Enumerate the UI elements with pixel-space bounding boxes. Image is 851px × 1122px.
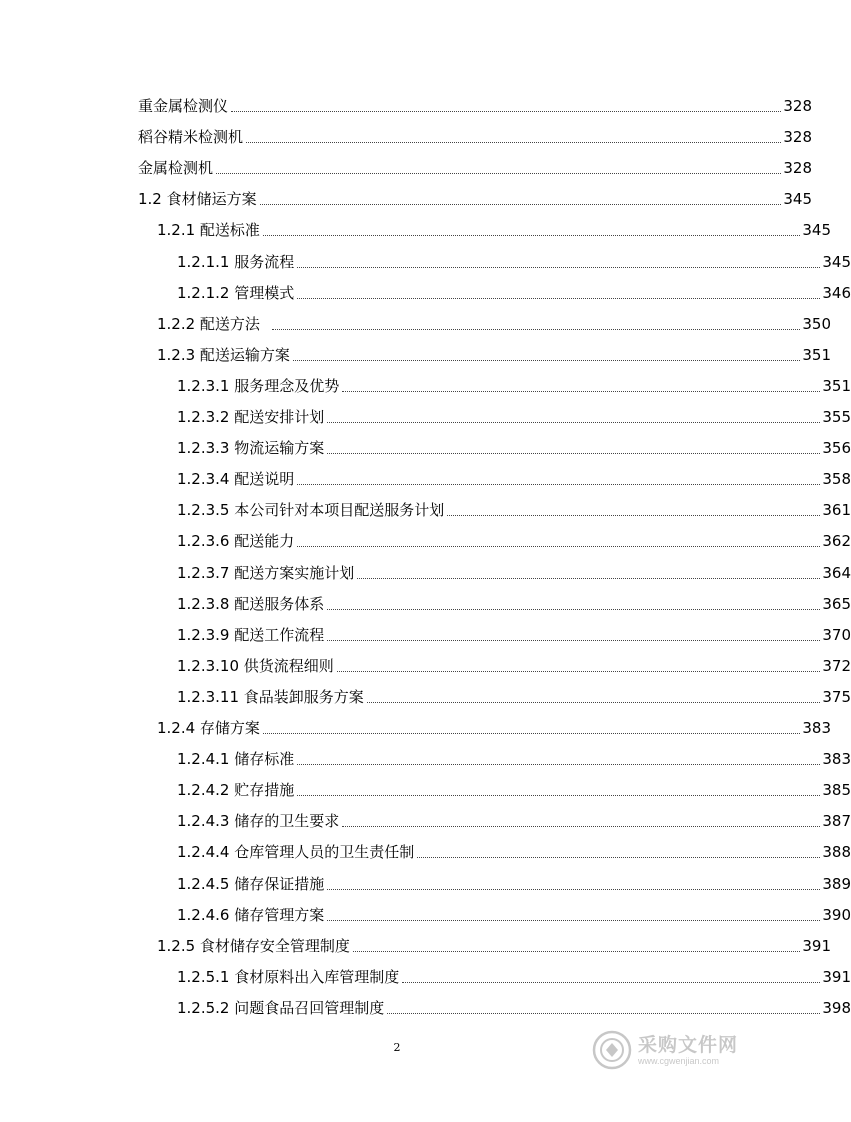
toc-entry-page: 391 (802, 936, 831, 955)
toc-entry-page: 391 (822, 967, 851, 986)
toc-entry-title: 1.2.4.5 储存保证措施 (177, 874, 325, 893)
toc-leader-dots (216, 173, 781, 174)
toc-entry[interactable] (0, 252, 851, 272)
toc-entry-page: 398 (822, 998, 851, 1017)
toc-entry-title: 1.2 食材储运方案 (138, 190, 257, 209)
toc-entry-title: 1.2.1 配送标准 (157, 221, 260, 240)
toc-entry[interactable] (0, 283, 851, 303)
toc-leader-dots (327, 609, 820, 610)
toc-entry-page: 388 (822, 843, 851, 862)
toc-entry-title: 金属检测机 (138, 159, 214, 178)
toc-entry-title: 1.2.3.2 配送安排计划 (177, 408, 325, 426)
toc-entry-page: 372 (822, 656, 851, 675)
toc-entry[interactable] (0, 469, 851, 489)
toc-entry-page: 328 (783, 159, 812, 178)
toc-entry[interactable] (0, 594, 851, 614)
toc-leader-dots (387, 1013, 820, 1014)
toc-leader-dots (297, 298, 820, 299)
toc-entry-title: 重金属检测仪 (138, 97, 229, 115)
toc-leader-dots (260, 204, 782, 205)
toc-entry-page: 358 (822, 470, 851, 489)
watermark (592, 1026, 752, 1074)
toc-leader-dots (246, 142, 781, 143)
toc-entry[interactable] (0, 376, 851, 396)
toc-leader-dots (357, 578, 820, 579)
toc-leader-dots (327, 889, 820, 890)
toc-entry-title: 1.2.5 食材储存安全管理制度 (157, 936, 350, 955)
toc-entry[interactable] (0, 438, 851, 458)
toc-entry[interactable] (0, 780, 851, 800)
toc-entry-page: 356 (822, 439, 851, 458)
toc-leader-dots (263, 733, 800, 734)
toc-entry-title: 1.2.4.3 储存的卫生要求 (177, 812, 340, 831)
toc-entry-title: 1.2.3.9 配送工作流程 (177, 625, 325, 644)
toc-entry[interactable] (0, 158, 812, 178)
toc-leader-dots (327, 422, 820, 423)
toc-entry[interactable] (0, 625, 851, 645)
toc-entry[interactable] (0, 998, 851, 1018)
toc-entry[interactable] (0, 687, 851, 707)
toc-entry-title: 1.2.3.4 配送说明 (177, 470, 295, 489)
toc-entry-page: 351 (822, 376, 851, 395)
toc-entry-title: 1.2.3.11 食品装卸服务方案 (177, 687, 364, 706)
toc-entry-title: 1.2.4 存储方案 (157, 719, 260, 737)
toc-entry[interactable] (0, 96, 812, 116)
toc-entry-page: 346 (822, 283, 851, 302)
toc-entry-page: 350 (802, 314, 831, 333)
toc-entry-title: 1.2.3.3 物流运输方案 (177, 439, 325, 458)
toc-entry-page: 345 (783, 190, 812, 209)
toc-entry-title: 1.2.4.4 仓库管理人员的卫生责任制 (177, 843, 415, 862)
toc-leader-dots (231, 111, 781, 112)
toc-leader-dots (297, 484, 820, 485)
toc-leader-dots (297, 764, 820, 765)
toc-entry-page: 361 (822, 501, 851, 520)
toc-leader-dots (447, 515, 820, 516)
toc-entry[interactable] (0, 407, 851, 427)
toc-leader-dots (297, 795, 820, 796)
toc-entry-page: 328 (783, 128, 812, 147)
toc-entry-title: 1.2.5.2 问题食品召回管理制度 (177, 998, 385, 1017)
toc-entry[interactable] (0, 905, 851, 925)
toc-entry[interactable] (0, 718, 831, 738)
toc-leader-dots (327, 920, 820, 921)
toc-entry[interactable] (0, 345, 831, 365)
toc-entry-page: 383 (802, 719, 831, 737)
toc-leader-dots (417, 857, 820, 858)
toc-leader-dots (353, 951, 800, 952)
toc-entry-title: 1.2.3.6 配送能力 (177, 532, 295, 551)
toc-entry-page: 364 (822, 563, 851, 582)
toc-entry-title: 1.2.3.8 配送服务体系 (177, 594, 325, 613)
toc-entry-page: 328 (783, 97, 812, 115)
toc-leader-dots (263, 235, 800, 236)
toc-entry[interactable] (0, 811, 851, 831)
toc-leader-dots (293, 360, 800, 361)
toc-leader-dots (297, 546, 820, 547)
toc-entry-page: 365 (822, 594, 851, 613)
toc-entry[interactable] (0, 531, 851, 551)
toc-entry-page: 390 (822, 905, 851, 924)
toc-entry-title: 1.2.3.7 配送方案实施计划 (177, 563, 355, 582)
toc-leader-dots (327, 453, 820, 454)
toc-leader-dots (342, 391, 820, 392)
watermark-logo-icon (592, 1030, 632, 1070)
toc-entry-page: 362 (822, 532, 851, 551)
toc-entry-title: 1.2.2 配送方法 (157, 314, 270, 333)
page-number: 2 (393, 1041, 401, 1054)
toc-entry[interactable] (0, 189, 812, 209)
toc-entry-title: 稻谷精米检测机 (138, 128, 244, 147)
toc-entry[interactable] (0, 874, 851, 894)
toc-leader-dots (297, 267, 820, 268)
toc-entry-page: 351 (802, 345, 831, 364)
toc-leader-dots (272, 329, 800, 330)
toc-entry[interactable] (0, 967, 851, 987)
toc-entry-title: 1.2.1.2 管理模式 (177, 283, 295, 302)
toc-entry-page: 345 (822, 252, 851, 271)
toc-entry-page: 375 (822, 687, 851, 706)
toc-leader-dots (367, 702, 821, 703)
toc-entry-page: 387 (822, 812, 851, 831)
toc-entry-title: 1.2.3.10 供货流程细则 (177, 656, 334, 675)
toc-entry-title: 1.2.3.5 本公司针对本项目配送服务计划 (177, 501, 445, 520)
toc-entry-title: 1.2.5.1 食材原料出入库管理制度 (177, 967, 400, 986)
toc-entry-title: 1.2.4.1 储存标准 (177, 750, 295, 769)
watermark-url: www.cgwenjian.com (638, 1055, 720, 1066)
toc-entry[interactable] (0, 936, 831, 956)
toc-leader-dots (402, 982, 820, 983)
toc-entry-title: 1.2.4.2 贮存措施 (177, 781, 295, 800)
toc-entry-page: 385 (822, 781, 851, 800)
toc-entry-title: 1.2.3 配送运输方案 (157, 345, 290, 364)
toc-entry-title: 1.2.1.1 服务流程 (177, 252, 295, 271)
toc-entry-title: 1.2.3.1 服务理念及优势 (177, 376, 340, 395)
toc-entry-title: 1.2.4.6 储存管理方案 (177, 905, 325, 924)
toc-entry[interactable] (0, 842, 851, 862)
toc-entry[interactable] (0, 749, 851, 769)
toc-entry[interactable] (0, 220, 831, 240)
toc-entry-page: 355 (822, 408, 851, 426)
toc-leader-dots (327, 640, 820, 641)
toc-entry[interactable] (0, 563, 851, 583)
toc-entry[interactable] (0, 314, 831, 334)
watermark-title: 采购文件网 (638, 1033, 739, 1056)
toc-entry-page: 370 (822, 625, 851, 644)
toc-entry-page: 345 (802, 221, 831, 240)
toc-entry[interactable] (0, 656, 851, 676)
toc-entry-page: 389 (822, 874, 851, 893)
toc-leader-dots (337, 671, 821, 672)
toc-leader-dots (342, 826, 820, 827)
toc-entry-page: 383 (822, 750, 851, 769)
toc-entry[interactable] (0, 127, 812, 147)
toc-entry[interactable] (0, 500, 851, 520)
